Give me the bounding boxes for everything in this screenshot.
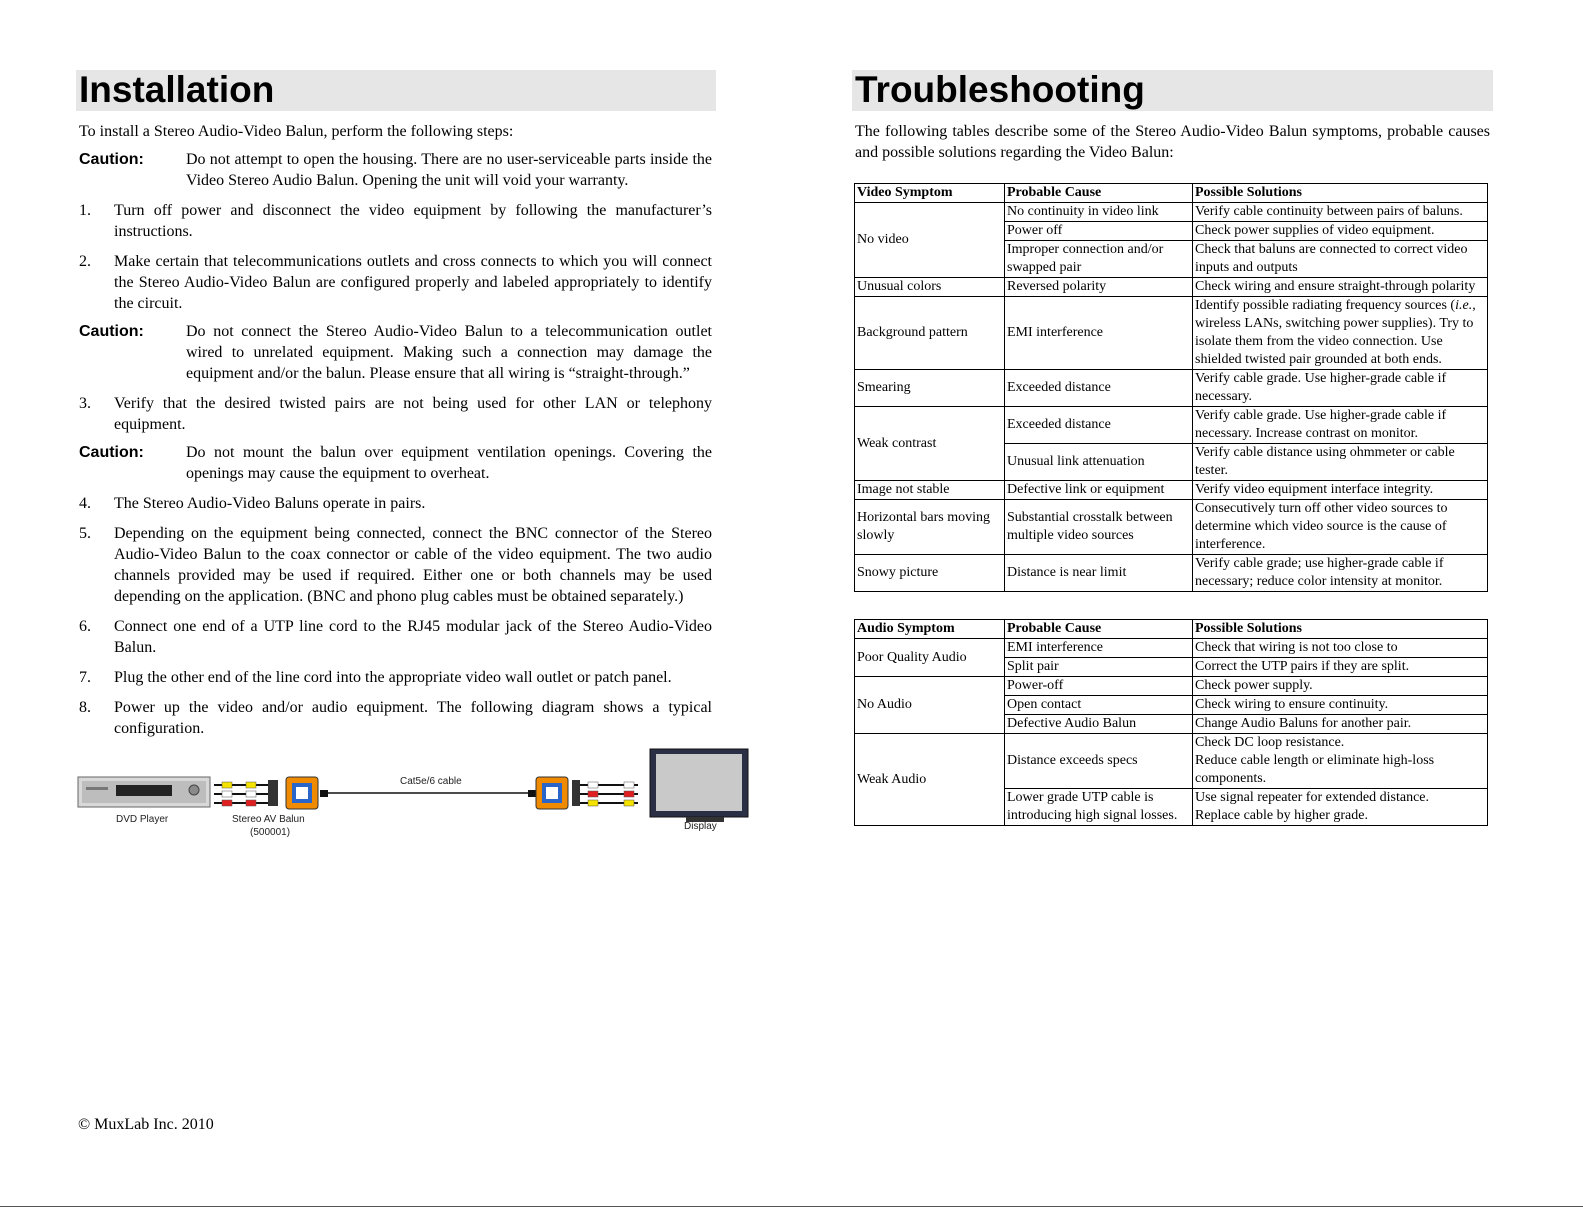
installation-column	[76, 70, 716, 848]
table-row	[855, 370, 1488, 407]
step-number: 1.	[79, 202, 91, 219]
step-text: Turn off power and disconnect the video equipment by following the manufacturer’s instructions.	[114, 202, 712, 240]
step-number: 5.	[79, 525, 91, 542]
cause-cell: Split pair	[1005, 658, 1193, 677]
cat5-cable-icon	[320, 790, 536, 797]
table-row	[855, 407, 1488, 444]
caution-label: Caution:	[79, 323, 144, 340]
caution-text: Do not mount the balun over equipment ventilation openings. Covering the openings may cause the equipment to overheat.	[186, 444, 712, 482]
table-row	[855, 297, 1488, 370]
troubleshooting-heading: Troubleshooting	[852, 70, 1493, 111]
rca-cables-left-icon	[214, 780, 278, 806]
step-text: Verify that the desired twisted pairs are not being used for other LAN or telephony equipment.	[114, 395, 712, 433]
page-bottom-divider	[0, 1206, 1583, 1207]
step-number: 6.	[79, 618, 91, 635]
column-header: Probable Cause	[1005, 620, 1193, 639]
dvd-player-label: DVD Player	[116, 814, 169, 825]
cause-cell: EMI interference	[1005, 297, 1193, 370]
solution-cell: Check wiring to ensure continuity.	[1193, 696, 1488, 715]
solution-cell: Consecutively turn off other video sources to determine which video source is the cause of interference.	[1193, 500, 1488, 555]
step-number: 2.	[79, 253, 91, 270]
cause-cell: Substantial crosstalk between multiple video sources	[1005, 500, 1193, 555]
caution-note	[79, 321, 712, 384]
installation-step	[79, 200, 712, 242]
balun-right-icon	[536, 777, 568, 809]
balun-label: Stereo AV Balun	[232, 814, 305, 825]
table-row	[855, 677, 1488, 696]
cause-cell: No continuity in video link	[1005, 203, 1193, 222]
configuration-diagram	[76, 747, 752, 843]
solution-cell: Identify possible radiating frequency sources (i.e., wireless LANs, switching power supplies). Try to isolate them from the video connection. Use shielded twisted pair grounded at both ends.	[1193, 297, 1488, 370]
column-header: Video Symptom	[855, 184, 1005, 203]
cause-cell: Defective Audio Balun	[1005, 715, 1193, 734]
cause-cell: Power-off	[1005, 677, 1193, 696]
solution-cell: Check that wiring is not too close to	[1193, 639, 1488, 658]
solution-cell: Correct the UTP pairs if they are split.	[1193, 658, 1488, 677]
installation-step	[79, 493, 712, 514]
cause-cell: Distance is near limit	[1005, 555, 1193, 592]
cause-cell: Lower grade UTP cable is introducing high signal losses.	[1005, 789, 1193, 826]
step-text: Depending on the equipment being connected, connect the BNC connector of the Stereo Audio-Video Balun to the coax connector or cable of the video equipment. The two audio channels provided may be used if required. Either one or both channels may be used depending on the application. (BNC and phono plug cables must be obtained separately.)	[114, 525, 712, 605]
video-troubleshooting-table	[854, 183, 1488, 592]
display-icon	[650, 749, 748, 822]
table-row	[855, 500, 1488, 555]
solution-cell: Use signal repeater for extended distance. Replace cable by higher grade.	[1193, 789, 1488, 826]
solution-cell: Verify cable grade. Use higher-grade cable if necessary.	[1193, 370, 1488, 407]
step-text: Make certain that telecommunications outlets and cross connects to which you will connect the Stereo Audio-Video Balun are configured properly and labeled appropriately to identify the circuit.	[114, 253, 712, 312]
table-row	[855, 639, 1488, 658]
step-number: 4.	[79, 495, 91, 512]
installation-step	[79, 251, 712, 314]
step-text: The Stereo Audio-Video Baluns operate in pairs.	[114, 495, 426, 512]
symptom-cell: Unusual colors	[855, 278, 1005, 297]
symptom-cell: Horizontal bars moving slowly	[855, 500, 1005, 555]
step-text: Connect one end of a UTP line cord to the RJ45 modular jack of the Stereo Audio-Video Balun.	[114, 618, 712, 656]
table-row	[855, 481, 1488, 500]
installation-step	[79, 393, 712, 435]
solution-cell: Check DC loop resistance. Reduce cable length or eliminate high-loss components.	[1193, 734, 1488, 789]
symptom-cell: Poor Quality Audio	[855, 639, 1005, 677]
troubleshooting-column	[852, 70, 1493, 826]
symptom-cell: No video	[855, 203, 1005, 278]
column-header: Possible Solutions	[1193, 184, 1488, 203]
installation-intro: To install a Stereo Audio-Video Balun, perform the following steps:	[79, 123, 514, 140]
installation-steps	[76, 149, 716, 739]
cause-cell: Power off	[1005, 222, 1193, 241]
symptom-cell: Smearing	[855, 370, 1005, 407]
display-label: Display	[684, 821, 717, 832]
column-header: Possible Solutions	[1193, 620, 1488, 639]
table-row	[855, 203, 1488, 222]
symptom-cell: Snowy picture	[855, 555, 1005, 592]
step-text: Plug the other end of the line cord into the appropriate video wall outlet or patch panel.	[114, 669, 672, 686]
step-number: 8.	[79, 699, 91, 716]
solution-cell: Verify video equipment interface integrity.	[1193, 481, 1488, 500]
cause-cell: Exceeded distance	[1005, 407, 1193, 444]
installation-step	[79, 616, 712, 658]
cause-cell: Distance exceeds specs	[1005, 734, 1193, 789]
solution-cell: Check that baluns are connected to correct video inputs and outputs	[1193, 241, 1488, 278]
symptom-cell: Image not stable	[855, 481, 1005, 500]
caution-text: Do not attempt to open the housing. There are no user-serviceable parts inside the Video Stereo Audio Balun. Opening the unit will void your warranty.	[186, 151, 712, 189]
installation-step	[79, 667, 712, 688]
solution-cell: Verify cable continuity between pairs of baluns.	[1193, 203, 1488, 222]
symptom-cell: Weak contrast	[855, 407, 1005, 481]
table-row	[855, 734, 1488, 789]
caution-text: Do not connect the Stereo Audio-Video Balun to a telecommunication outlet wired to unrelated equipment. Making such a connection may damage the equipment and/or the balun. Please ensure that all wiring is “straight-through.”	[186, 323, 712, 382]
cause-cell: Improper connection and/or swapped pair	[1005, 241, 1193, 278]
audio-troubleshooting-table	[854, 619, 1488, 826]
cause-cell: Reversed polarity	[1005, 278, 1193, 297]
solution-cell: Verify cable grade; use higher-grade cable if necessary; reduce color intensity at monitor.	[1193, 555, 1488, 592]
step-number: 7.	[79, 669, 91, 686]
caution-note	[79, 442, 712, 484]
balun-part-number: (500001)	[250, 827, 291, 838]
solution-cell: Change Audio Baluns for another pair.	[1193, 715, 1488, 734]
caution-note	[79, 149, 712, 191]
symptom-cell: Background pattern	[855, 297, 1005, 370]
cause-cell: Unusual link attenuation	[1005, 444, 1193, 481]
balun-left-icon	[286, 777, 318, 809]
rca-cables-right-icon	[572, 780, 638, 806]
caution-label: Caution:	[79, 151, 144, 168]
table-header-row	[855, 184, 1488, 203]
cause-cell: EMI interference	[1005, 639, 1193, 658]
solution-cell: Check power supply.	[1193, 677, 1488, 696]
column-header: Probable Cause	[1005, 184, 1193, 203]
solution-cell: Check power supplies of video equipment.	[1193, 222, 1488, 241]
solution-cell: Verify cable grade. Use higher-grade cable if necessary. Increase contrast on monitor.	[1193, 407, 1488, 444]
dvd-player-icon	[78, 777, 210, 807]
cause-cell: Exceeded distance	[1005, 370, 1193, 407]
table-row	[855, 278, 1488, 297]
column-header: Audio Symptom	[855, 620, 1005, 639]
step-number: 3.	[79, 395, 91, 412]
table-header-row	[855, 620, 1488, 639]
cause-cell: Open contact	[1005, 696, 1193, 715]
copyright-footer: © MuxLab Inc. 2010	[78, 1116, 214, 1133]
installation-step	[79, 697, 712, 739]
cause-cell: Defective link or equipment	[1005, 481, 1193, 500]
installation-step	[79, 523, 712, 607]
symptom-cell: No Audio	[855, 677, 1005, 734]
caution-label: Caution:	[79, 444, 144, 461]
symptom-cell: Weak Audio	[855, 734, 1005, 826]
solution-cell: Verify cable distance using ohmmeter or cable tester.	[1193, 444, 1488, 481]
troubleshooting-intro: The following tables describe some of the Stereo Audio-Video Balun symptoms, probable causes and possible solutions regarding the Video Balun:	[855, 123, 1490, 161]
installation-heading: Installation	[76, 70, 716, 111]
cable-label: Cat5e/6 cable	[400, 776, 462, 787]
step-text: Power up the video and/or audio equipment. The following diagram shows a typical configuration.	[114, 699, 712, 737]
table-row	[855, 555, 1488, 592]
solution-cell: Check wiring and ensure straight-through polarity	[1193, 278, 1488, 297]
